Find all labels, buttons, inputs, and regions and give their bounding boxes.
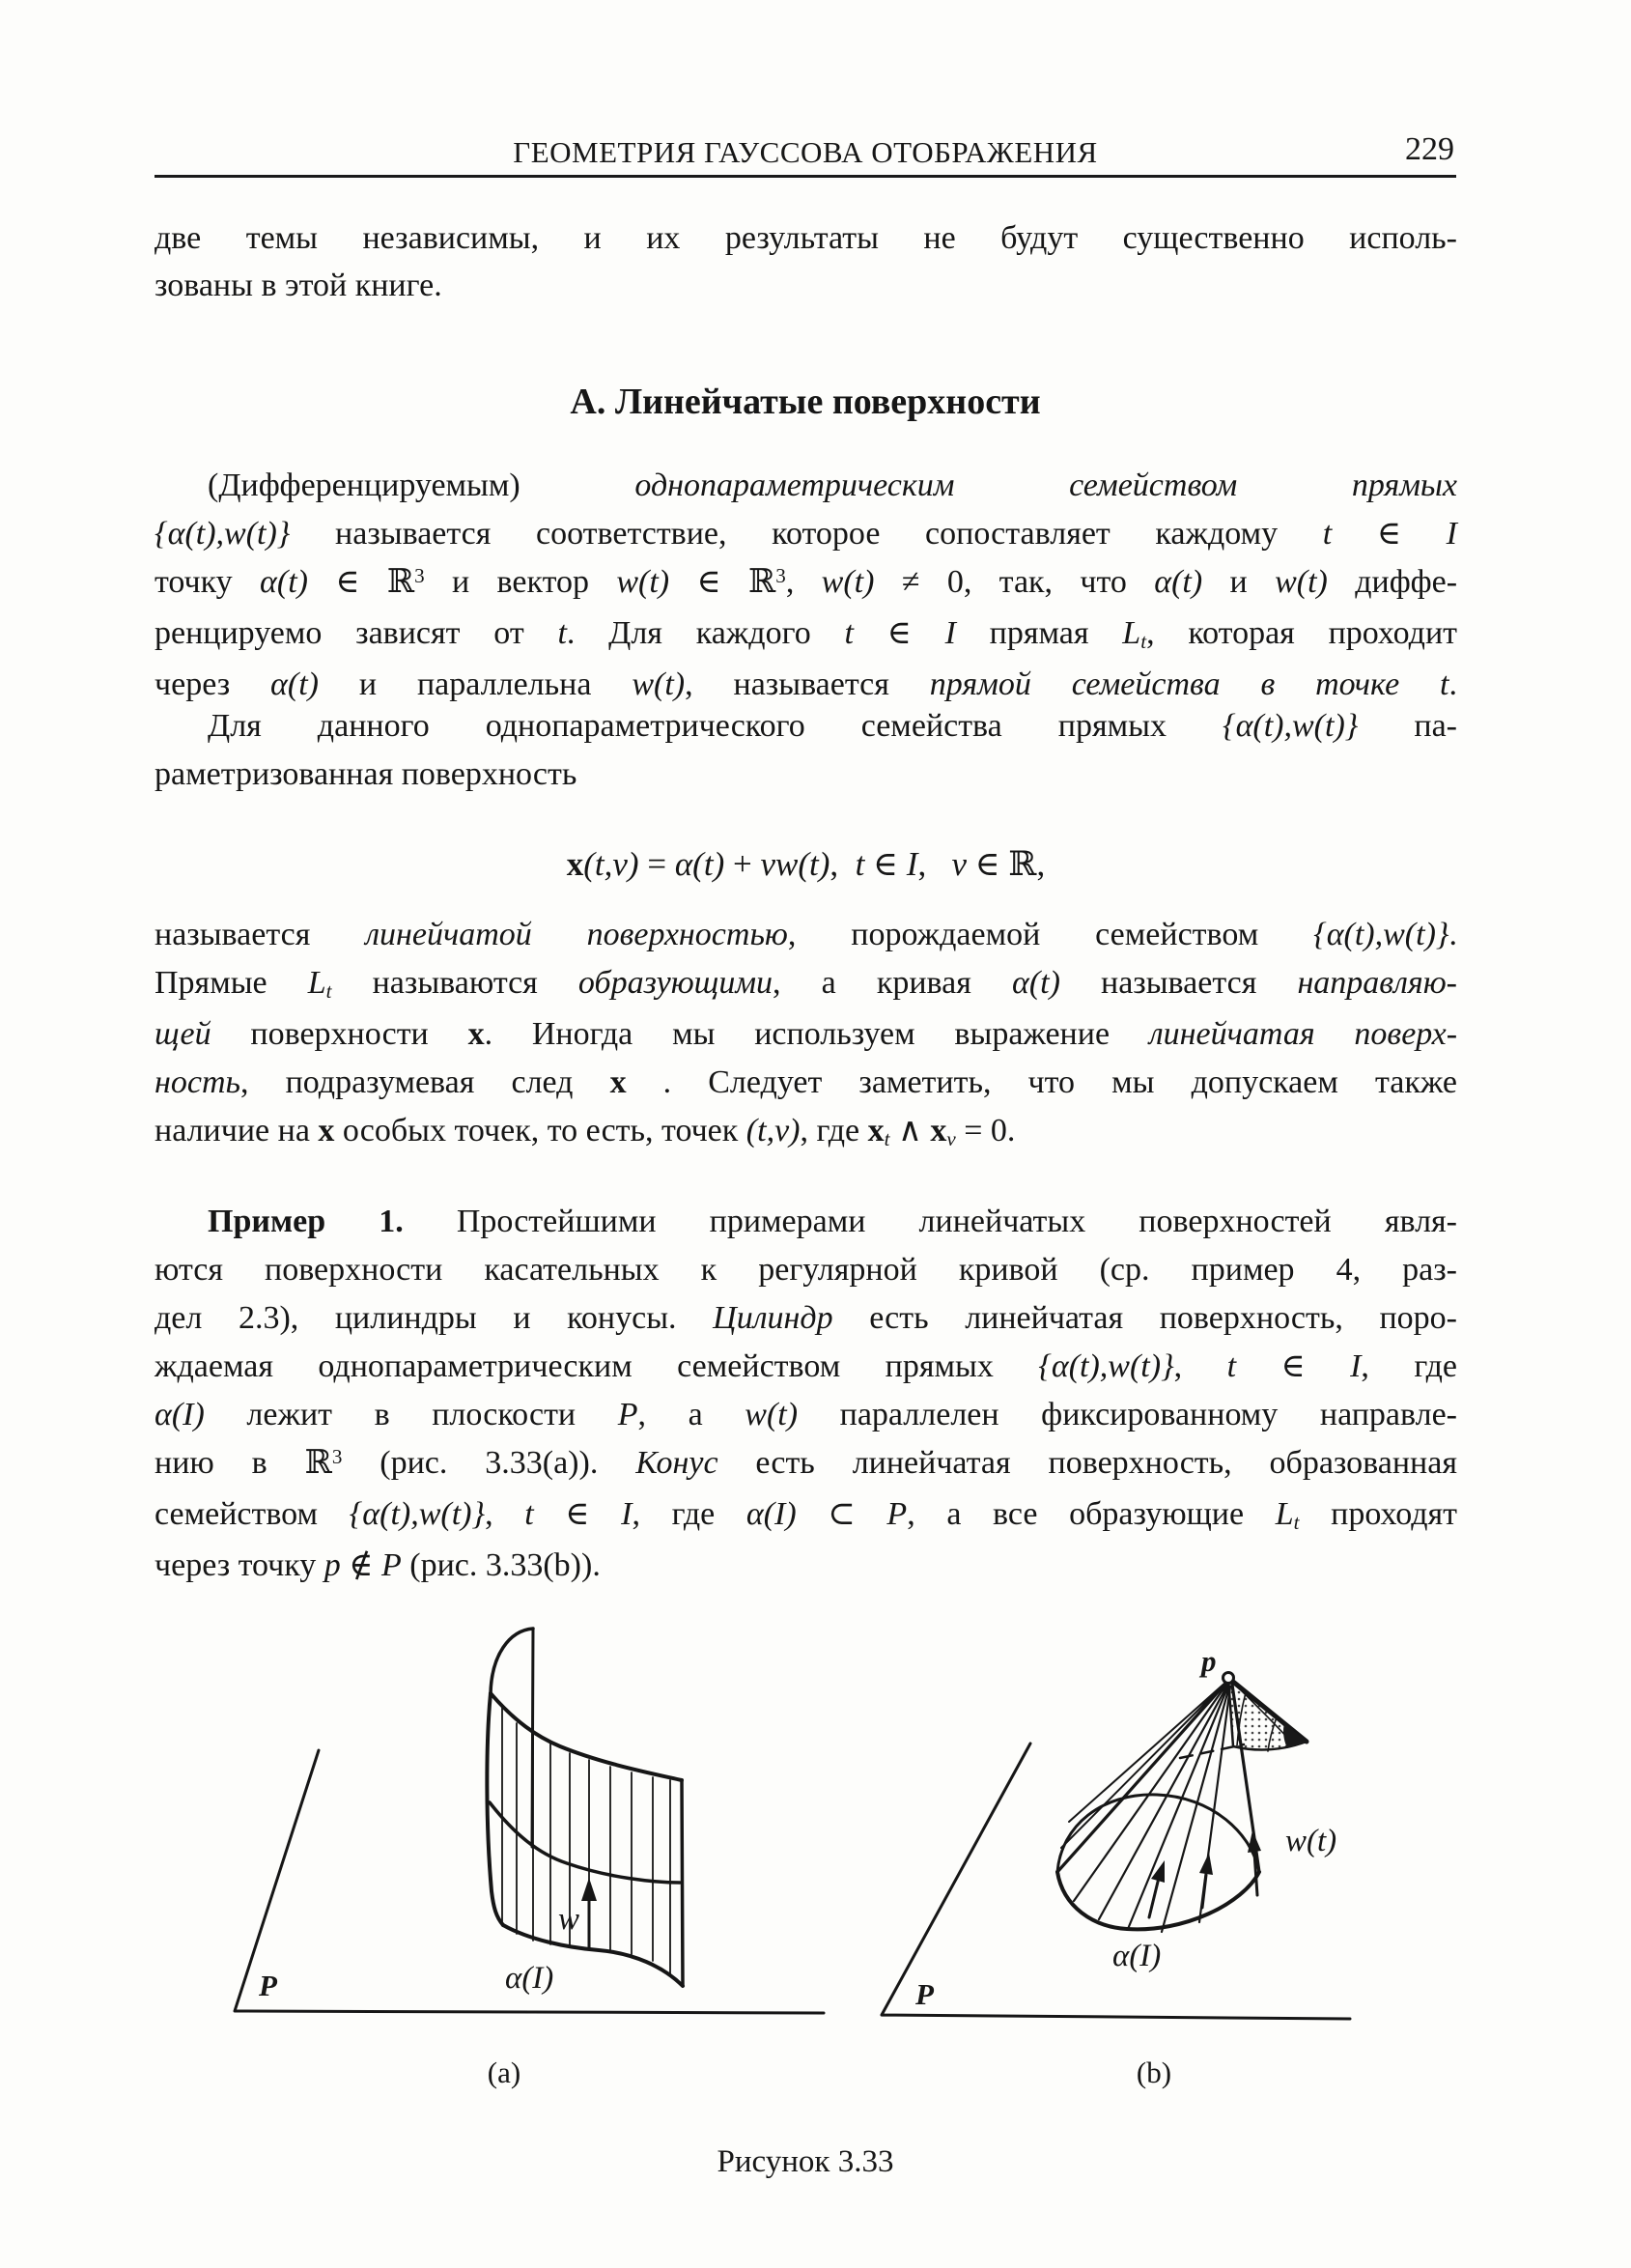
text-line: точку α(t) ∈ ℝ$^3$ и вектор w(t) ∈ ℝ$^3$, w(t) ≠ 0, так, что α(t) и w(t) диффе-: [155, 563, 1458, 600]
section-heading: А. Линейчатые поверхности: [570, 382, 1041, 422]
text-line: α(I) лежит в плоскости P, а w(t) параллелен фиксированному направле-: [155, 1397, 1458, 1432]
cylinder-middle-curve: [490, 1802, 680, 1883]
text-line: ются поверхности касательных к регулярной кривой (ср. пример 4, раз-: [155, 1252, 1457, 1288]
text-line: Пример 1. Простейшими примерами линейчатых поверхностей явля-: [208, 1204, 1457, 1239]
intro-paragraph: [155, 214, 1457, 309]
cylinder-top-edge: [491, 1693, 682, 1780]
paragraph-ruled-definition: [155, 911, 1457, 1158]
w-arrow-head: [581, 1878, 597, 1901]
text-line: x(t,v) = α(t) + vw(t), t ∈ I, v ∈ ℝ,: [566, 845, 1046, 883]
text-line: Прямые Lt называются образующими, а кривая α(t) называется направляю-: [155, 965, 1457, 1003]
paragraph-surface-intro: [155, 702, 1457, 799]
paragraph-example-1: [155, 1198, 1457, 1590]
figure-b-apex-label: p: [1201, 1644, 1217, 1678]
text-line: {α(t),w(t)} называется соответствие, которое сопоставляет каждому t ∈ I: [155, 516, 1457, 552]
figure-b-vector-label: w(t): [1285, 1824, 1337, 1858]
text-line: (Дифференцируемым) однопараметрическим семейством прямых: [208, 468, 1458, 503]
figure-a-vector-label: w: [558, 1902, 580, 1937]
text-line: семейством {α(t),w(t)}, t ∈ I, где α(I) ⊂ P, а все образующие Lt проходят: [155, 1496, 1458, 1534]
page-header: [155, 131, 1456, 176]
running-head: ГЕОМЕТРИЯ ГАУССОВА ОТОБРАЖЕНИЯ: [513, 135, 1098, 169]
text-line: через точку p ∉ P (рис. 3.33(b)).: [155, 1547, 601, 1583]
text-line: дел 2.3), цилиндры и конусы. Цилиндр есть линейчатая поверхность, поро-: [155, 1300, 1457, 1336]
figure-a-curve-label: α(I): [505, 1961, 554, 1996]
plane-p-lines: [882, 1744, 1350, 2019]
text-line: щей поверхности x. Иногда мы используем выражение линейчатая поверх-: [155, 1016, 1458, 1052]
figure-b-cone: [850, 1589, 1535, 2082]
figure-b-plane-label: P: [915, 1977, 934, 2011]
text-line: ждаемая однопараметрическим семейством прямых {α(t),w(t)}, t ∈ I, где: [155, 1348, 1457, 1384]
text-line: через α(t) и параллельна w(t), называется прямой семейства в точке t.: [155, 666, 1458, 702]
apex-point-marker: [1223, 1673, 1234, 1684]
cylinder-top-cap-arc: [491, 1629, 533, 1693]
text-line: нию в ℝ$^3$ (рис. 3.33(a)). Конус есть линейчатая поверхность, образованная: [155, 1444, 1457, 1481]
figure-caption: Рисунок 3.33: [717, 2144, 894, 2179]
figure-a-tag: (a): [487, 2055, 521, 2089]
text-line: две темы независимы, и их результаты не будут существенно исполь-: [155, 220, 1457, 256]
paragraph-family-definition: [155, 462, 1457, 709]
figure-a-cylinder: [155, 1594, 869, 2077]
text-line: наличие на x особых точек, то есть, точек (t,v), где xt ∧ xv = 0.: [155, 1113, 1016, 1150]
text-line: называется линейчатой поверхностью, порождаемой семейством {α(t),w(t)}.: [155, 917, 1457, 952]
page-number: 229: [1405, 131, 1454, 167]
equation-ruled-surface: [155, 838, 1457, 891]
text-line: ренцируемо зависят от t. Для каждого t ∈ I прямая Lt, которая проходит: [155, 615, 1458, 653]
figure-b-curve-label: α(I): [1112, 1939, 1162, 1973]
text-line: раметризованная поверхность: [155, 756, 577, 792]
figure-a-plane-label: P: [259, 1969, 277, 2002]
header-rule: [155, 175, 1456, 178]
figure-b-tag: (b): [1136, 2055, 1172, 2089]
cylinder-right-edge: [682, 1780, 683, 1986]
text-line: зованы в этой книге.: [155, 268, 442, 303]
text-line: Для данного однопараметрического семейства прямых {α(t),w(t)} па-: [208, 708, 1457, 744]
cone-generator-bundle: [1061, 1682, 1226, 1848]
text-line: ность, подразумевая след x . Следует заметить, что мы допускаем также: [155, 1064, 1457, 1100]
